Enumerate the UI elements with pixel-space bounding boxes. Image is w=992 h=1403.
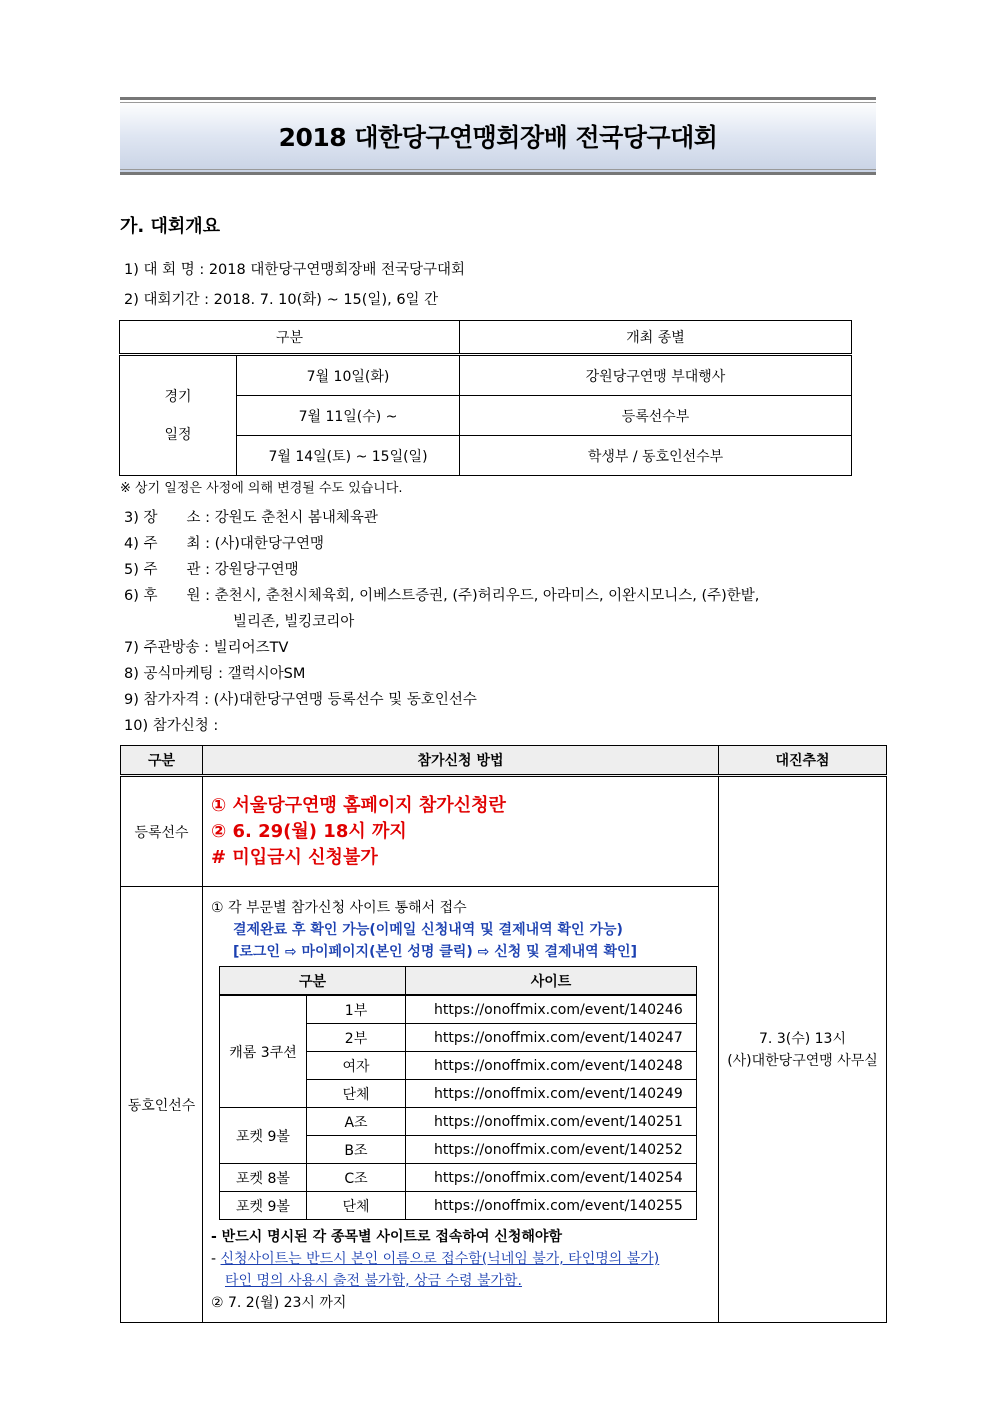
table-row bbox=[220, 1192, 697, 1220]
site-url[interactable]: https://onoffmix.com/event/140251 bbox=[406, 1108, 697, 1136]
site-url[interactable]: https://onoffmix.com/event/140247 bbox=[406, 1024, 697, 1052]
site-sub: 여자 bbox=[307, 1052, 406, 1080]
schedule-table bbox=[119, 320, 852, 476]
draw-info: 7. 3(수) 13시 (사)대한당구연맹 사무실 bbox=[719, 776, 887, 1323]
schedule-date: 7월 10일(화) bbox=[237, 355, 460, 396]
info-eligibility: 9) 참가자격 : (사)대한당구연맹 등록선수 및 동호인선수 bbox=[124, 692, 477, 708]
apply-header-draw: 대진추첨 bbox=[719, 746, 887, 776]
site-sub: A조 bbox=[307, 1108, 406, 1136]
info-event-period: 2) 대회기간 : 2018. 7. 10(화) ~ 15(일), 6일 간 bbox=[124, 292, 439, 308]
info-broadcast: 7) 주관방송 : 빌리어즈TV bbox=[124, 640, 289, 656]
amateur-note-2-wrap: - 신청사이트는 반드시 본인 이름으로 접수함(닉네임 불가, 타인명의 불가) bbox=[211, 1251, 660, 1267]
amateur-intro: ① 각 부문별 참가신청 사이트 통해서 접수 bbox=[211, 900, 467, 916]
registered-label: 등록선수 bbox=[121, 776, 203, 887]
schedule-event: 강원당구연맹 부대행사 bbox=[460, 355, 852, 396]
registered-line: ② 6. 29(월) 18시 까지 bbox=[211, 820, 407, 842]
site-url[interactable]: https://onoffmix.com/event/140254 bbox=[406, 1164, 697, 1192]
site-sub: 단체 bbox=[307, 1192, 406, 1220]
title-banner bbox=[120, 97, 876, 175]
registered-method bbox=[203, 776, 719, 887]
amateur-note-1: - 반드시 명시된 각 종목별 사이트로 접속하여 신청해야함 bbox=[211, 1229, 562, 1245]
info-host: 4) 주 최 : (사)대한당구연맹 bbox=[124, 536, 324, 552]
info-sponsors-cont: 빌리존, 빌킹코리아 bbox=[233, 614, 355, 630]
schedule-group-label: 경기 일정 bbox=[120, 355, 237, 476]
application-table bbox=[120, 745, 887, 1323]
table-row bbox=[120, 355, 852, 396]
site-group: 포켓 9볼 bbox=[220, 1192, 307, 1220]
site-url[interactable]: https://onoffmix.com/event/140248 bbox=[406, 1052, 697, 1080]
site-header-site: 사이트 bbox=[406, 967, 697, 996]
schedule-header-category: 구분 bbox=[120, 321, 460, 355]
registered-line: # 미입금시 신청불가 bbox=[211, 846, 378, 868]
amateur-method bbox=[203, 887, 719, 1323]
schedule-event: 등록선수부 bbox=[460, 396, 852, 436]
info-marketing: 8) 공식마케팅 : 갤럭시아SM bbox=[124, 666, 306, 682]
info-sponsors: 6) 후 원 : 춘천시, 춘천시체육회, 이베스트증권, (주)허리우드, 아라미스, 이완시모니스, (주)한밭, bbox=[124, 588, 760, 604]
amateur-blue-note-1: 결제완료 후 확인 가능(이메일 신청내역 및 결제내역 확인 가능) bbox=[233, 922, 623, 938]
schedule-header-event: 개최 종별 bbox=[460, 321, 852, 355]
info-event-name: 1) 대 회 명 : 2018 대한당구연맹회장배 전국당구대회 bbox=[124, 262, 466, 278]
info-organizer: 5) 주 관 : 강원당구연맹 bbox=[124, 562, 299, 578]
table-row bbox=[220, 995, 697, 1024]
site-url[interactable]: https://onoffmix.com/event/140246 bbox=[406, 995, 697, 1024]
table-row bbox=[220, 1108, 697, 1136]
schedule-date: 7월 11일(수) ~ bbox=[237, 396, 460, 436]
site-group: 포켓 8볼 bbox=[220, 1164, 307, 1192]
site-sub: B조 bbox=[307, 1136, 406, 1164]
info-venue: 3) 장 소 : 강원도 춘천시 봄내체육관 bbox=[124, 510, 378, 526]
apply-header-category: 구분 bbox=[121, 746, 203, 776]
section-heading: 가. 대회개요 bbox=[120, 216, 221, 237]
schedule-event: 학생부 / 동호인선수부 bbox=[460, 436, 852, 476]
site-group: 캐롬 3쿠션 bbox=[220, 995, 307, 1108]
apply-header-method: 참가신청 방법 bbox=[203, 746, 719, 776]
site-url[interactable]: https://onoffmix.com/event/140252 bbox=[406, 1136, 697, 1164]
document-title: 2018 대한당구연맹회장배 전국당구대회 bbox=[278, 123, 718, 152]
site-group: 포켓 9볼 bbox=[220, 1108, 307, 1164]
amateur-note-2: 신청사이트는 반드시 본인 이름으로 접수함(닉네임 불가, 타인명의 불가) bbox=[220, 1251, 660, 1267]
site-url[interactable]: https://onoffmix.com/event/140255 bbox=[406, 1192, 697, 1220]
site-table bbox=[219, 966, 697, 1220]
site-url[interactable]: https://onoffmix.com/event/140249 bbox=[406, 1080, 697, 1108]
site-sub: 2부 bbox=[307, 1024, 406, 1052]
site-sub: 1부 bbox=[307, 995, 406, 1024]
site-sub: 단체 bbox=[307, 1080, 406, 1108]
schedule-note: ※ 상기 일정은 사정에 의해 변경될 수도 있습니다. bbox=[120, 481, 403, 496]
site-header-category: 구분 bbox=[220, 967, 406, 996]
amateur-deadline: ② 7. 2(월) 23시 까지 bbox=[211, 1295, 347, 1311]
registered-line: ① 서울당구연맹 홈페이지 참가신청란 bbox=[211, 794, 506, 816]
info-application: 10) 참가신청 : bbox=[124, 718, 219, 734]
schedule-date: 7월 14일(토) ~ 15일(일) bbox=[237, 436, 460, 476]
amateur-note-3: 타인 명의 사용시 출전 불가함, 상금 수령 불가함. bbox=[225, 1273, 523, 1289]
amateur-label: 동호인선수 bbox=[121, 887, 203, 1323]
site-sub: C조 bbox=[307, 1164, 406, 1192]
amateur-blue-note-2: [로그인 ⇨ 마이페이지(본인 성명 클릭) ⇨ 신청 및 결제내역 확인] bbox=[233, 944, 637, 960]
table-row bbox=[220, 1164, 697, 1192]
